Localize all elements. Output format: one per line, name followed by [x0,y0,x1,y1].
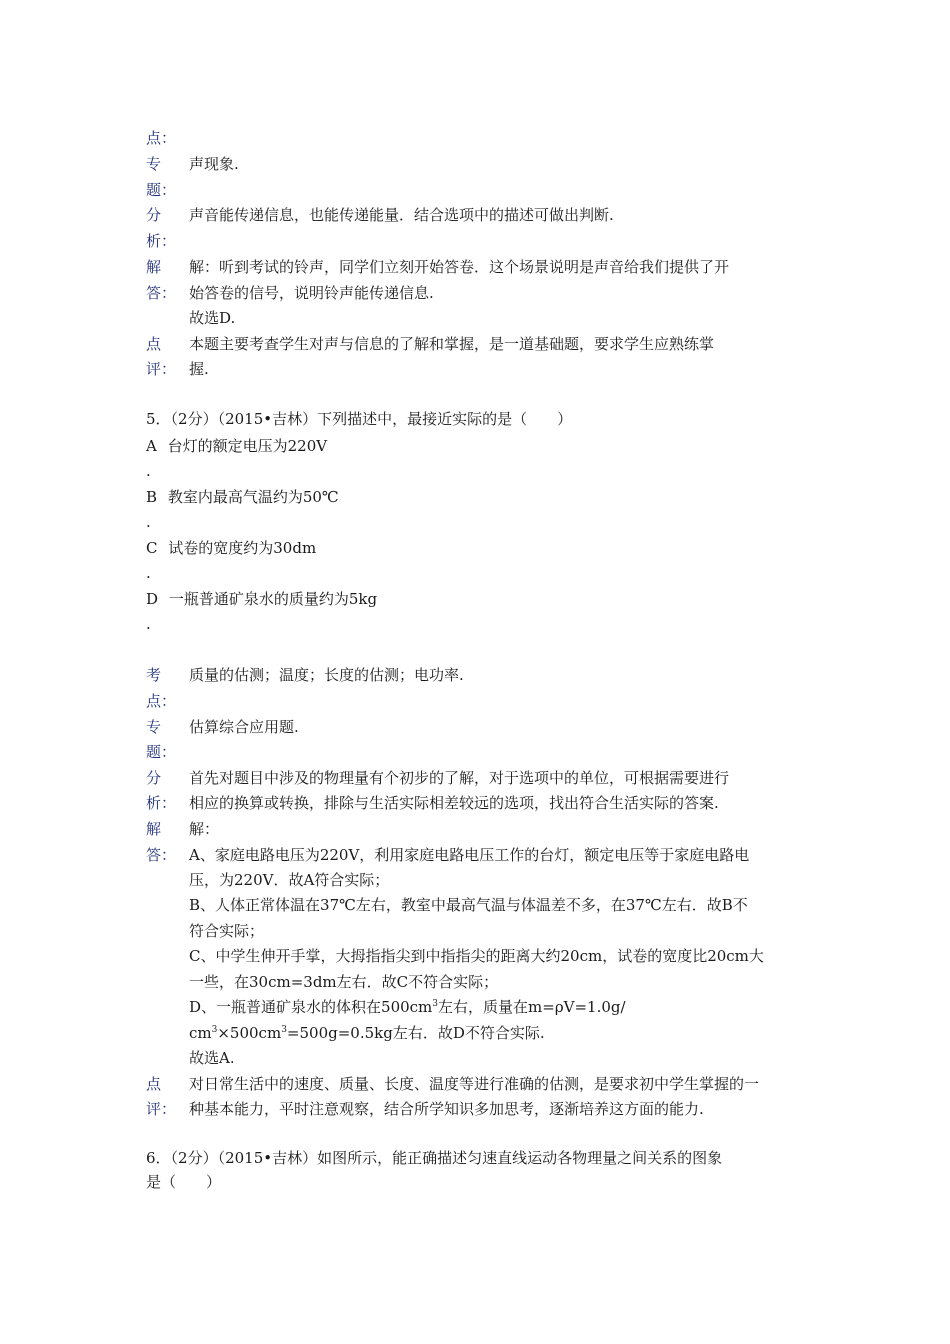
superscript: 3 [432,999,439,1009]
jieda-line: 故选D. [189,309,236,327]
kaodian-text: 质量的估测；温度；长度的估测；电功率. [189,666,464,684]
option-dot: . [146,462,151,480]
text-part: D、一瓶普通矿泉水的体积在500cm [189,998,433,1016]
text-part: 左右，质量在m=ρV=1.0g/ [438,998,626,1016]
dianping-line: 种基本能力，平时注意观察，结合所学知识多加思考，逐渐培养这方面的能力. [189,1100,704,1118]
option-text: 一瓶普通矿泉水的质量约为5kg [168,590,378,608]
jieda-line-d1 [189,997,626,1017]
jieda-line: 解： [189,820,220,838]
fenxi-label-2: 析： [146,794,177,812]
jieda-line: 故选A. [189,1049,235,1067]
q5-stem: 5．（2分）（2015•吉林）下列描述中，最接近实际的是（ ） [146,410,573,428]
option-text: 台灯的额定电压为220V [167,437,328,455]
dianping-line: 对日常生活中的速度、质量、长度、温度等进行准确的估测，是要求初中学生掌握的一 [189,1075,760,1093]
jieda-label-2: 答： [146,284,177,302]
dianping-label-1: 点 [146,335,162,353]
zhuanti-text: 声现象. [189,155,239,173]
dianping-line: 握. [189,360,209,378]
jieda-label-1: 解 [146,820,162,838]
option-letter: C [146,539,158,557]
q5-option-d [146,589,377,609]
dianping-label-2: 评： [146,1100,177,1118]
zhuanti-label-2: 题： [146,743,177,761]
kaodian-label-tail: 点： [146,129,177,147]
option-letter: B [146,488,158,506]
jieda-label-1: 解 [146,258,162,276]
option-dot: . [146,615,151,633]
jieda-line: 始答卷的信号，说明铃声能传递信息. [189,284,434,302]
fenxi-label-2: 析： [146,232,177,250]
zhuanti-text: 估算综合应用题. [189,718,299,736]
jieda-line: 解：听到考试的铃声，同学们立刻开始答卷．这个场景说明是声音给我们提供了开 [189,258,730,276]
fenxi-line: 相应的换算或转换，排除与生活实际相差较远的选项，找出符合生活实际的答案. [189,794,719,812]
dianping-line: 本题主要考查学生对声与信息的了解和掌握，是一道基础题，要求学生应熟练掌 [189,335,715,353]
kaodian-label-2: 点： [146,692,177,710]
text-part: =500g=0.5kg左右．故D不符合实际. [286,1024,545,1042]
kaodian-label-1: 考 [146,666,162,684]
q6-stem-line: 6．（2分）（2015•吉林）如图所示，能正确描述匀速直线运动各物理量之间关系的图象 [146,1149,723,1167]
jieda-line: 符合实际； [189,922,265,940]
superscript: 3 [281,1025,287,1035]
text-part: cm [189,1024,212,1042]
option-text: 教室内最高气温约为50℃ [167,488,339,506]
fenxi-label-1: 分 [146,769,162,787]
jieda-label-2: 答： [146,846,177,864]
jieda-line: C、中学生伸开手掌，大拇指指尖到中指指尖的距离大约20cm，试卷的宽度比20cm大 [189,947,764,965]
fenxi-label-1: 分 [146,206,162,224]
dianping-label-2: 评： [146,360,177,378]
zhuanti-label-1: 专 [146,718,162,736]
q5-option-b [146,487,339,507]
q5-option-c [146,538,316,558]
jieda-line: 一些，在30cm=3dm左右．故C不符合实际； [189,973,499,991]
superscript: 3 [211,1025,218,1035]
option-dot: . [146,564,151,582]
jieda-line: 压，为220V．故A符合实际； [189,871,390,889]
zhuanti-label-2: 题： [146,181,177,199]
option-letter: A [146,437,157,455]
jieda-line-d2 [189,1023,545,1043]
zhuanti-label-1: 专 [146,155,162,173]
text-part: ×500cm [217,1024,282,1042]
jieda-line: A、家庭电路电压为220V，利用家庭电路电压工作的台灯，额定电压等于家庭电路电 [189,846,750,864]
option-text: 试卷的宽度约为30dm [168,539,317,557]
q5-option-a [146,436,327,456]
fenxi-text: 声音能传递信息，也能传递能量．结合选项中的描述可做出判断. [189,206,614,224]
q6-stem-line: 是（ ） [146,1173,222,1191]
jieda-line: B、人体正常体温在37℃左右，教室中最高气温与体温差不多，在37℃左右．故B不 [189,896,748,914]
option-letter: D [146,590,159,608]
fenxi-line: 首先对题目中涉及的物理量有个初步的了解，对于选项中的单位，可根据需要进行 [189,769,730,787]
dianping-label-1: 点 [146,1075,162,1093]
option-dot: . [146,513,151,531]
